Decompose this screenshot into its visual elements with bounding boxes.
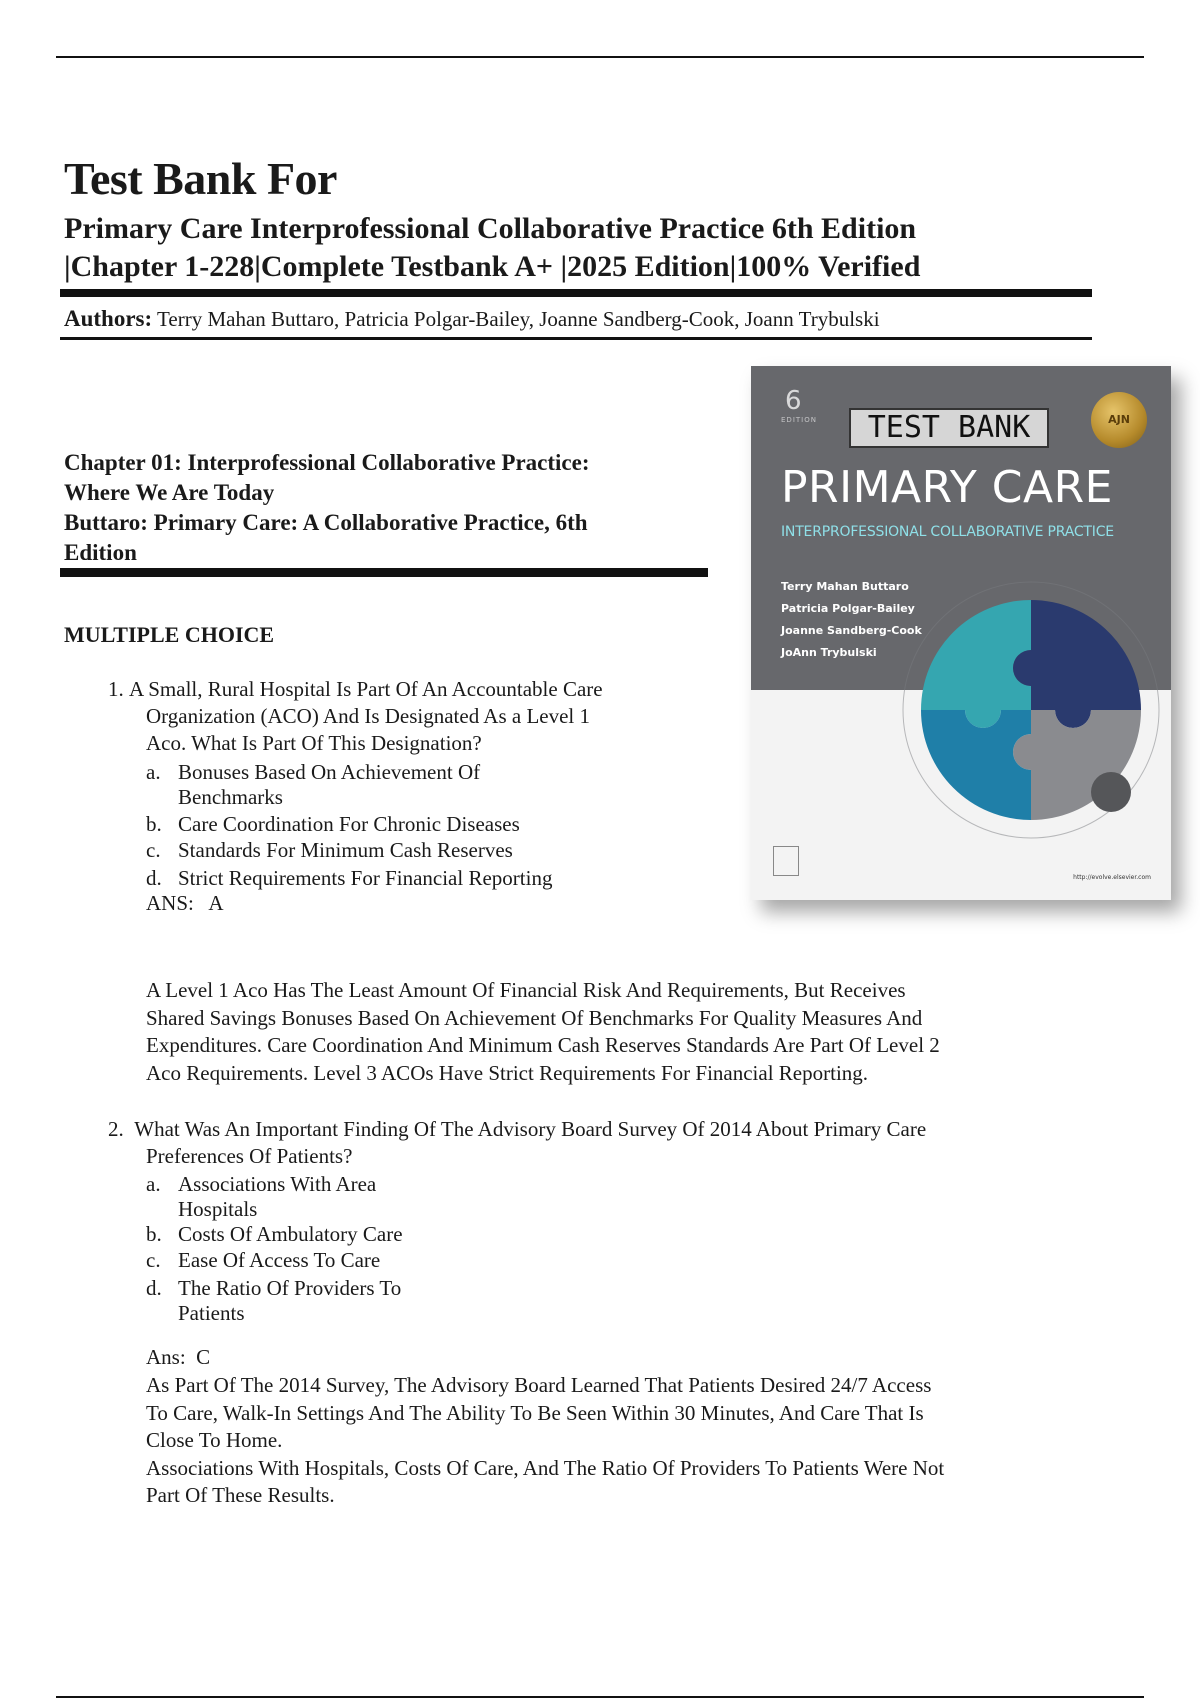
option-text: Costs Of Ambulatory Care (178, 1222, 403, 1246)
question-text-line: A Small, Rural Hospital Is Part Of An Accountable Care (129, 677, 603, 701)
answer-2: Ans: C (146, 1345, 211, 1369)
test-bank-stamp: TEST BANK (849, 408, 1049, 448)
rationale-line: Part Of These Results. (146, 1483, 335, 1507)
option-c (146, 838, 513, 863)
publisher-logo-icon (773, 846, 799, 876)
chapter-line-2: Where We Are Today (64, 480, 275, 505)
option-a (146, 760, 480, 810)
option-a (146, 1172, 376, 1222)
chapter-line-1: Chapter 01: Interprofessional Collaborative Practice: (64, 450, 590, 475)
rationale-line: A Level 1 Aco Has The Least Amount Of Financial Risk And Requirements, But Receives (146, 978, 906, 1002)
cover-url: http://evolve.elsevier.com (1073, 874, 1151, 881)
chapter-rule (60, 568, 708, 577)
cover-author: Patricia Polgar-Bailey (781, 602, 915, 615)
top-rule (56, 56, 1144, 58)
rationale-line: Close To Home. (146, 1428, 283, 1452)
authors-label: Authors: (64, 306, 153, 331)
cover-subtitle: INTERPROFESSIONAL COLLABORATIVE PRACTICE (781, 524, 1114, 540)
subtitle-line-2: |Chapter 1-228|Complete Testbank A+ |2025 Edition|100% Verified (64, 250, 921, 283)
option-text: Benchmarks (178, 785, 283, 809)
subtitle-rule (60, 289, 1092, 297)
option-letter: d. (146, 866, 162, 890)
option-letter: a. (146, 1172, 161, 1196)
option-text: Patients (178, 1301, 245, 1325)
cover-author: Terry Mahan Buttaro (781, 580, 909, 593)
cover-author: Joanne Sandberg-Cook (781, 624, 922, 637)
chapter-line-3: Buttaro: Primary Care: A Collaborative Practice, 6th (64, 510, 588, 535)
rationale-line: Associations With Hospitals, Costs Of Care, And The Ratio Of Providers To Patients Were Not (146, 1455, 945, 1480)
option-text: Hospitals (178, 1197, 258, 1221)
option-letter: a. (146, 760, 161, 784)
award-seal-icon: AJN (1091, 392, 1147, 448)
question-text-line: Organization (ACO) And Is Designated As a Level 1 (146, 704, 591, 728)
question-1 (108, 676, 603, 757)
cover-author: JoAnn Trybulski (781, 646, 877, 659)
rationale-line: Shared Savings Bonuses Based On Achievement Of Benchmarks For Quality Measures And (146, 1005, 923, 1030)
option-text: Ease Of Access To Care (178, 1248, 381, 1272)
option-text: Associations With Area (178, 1172, 377, 1196)
bottom-rule (56, 1696, 1144, 1698)
authors-line (64, 306, 880, 332)
cover-title: PRIMARY CARE (781, 462, 1113, 513)
question-text-line: What Was An Important Finding Of The Advisory Board Survey Of 2014 About Primary Care (134, 1117, 927, 1141)
edition-label: EDITION (781, 416, 817, 424)
option-text: Strict Requirements For Financial Reporting (178, 866, 553, 890)
option-d (146, 1276, 401, 1326)
option-b (146, 1222, 403, 1247)
option-text: The Ratio Of Providers To (178, 1276, 402, 1300)
option-text: Standards For Minimum Cash Reserves (178, 838, 513, 862)
document-subtitle (64, 210, 1104, 286)
puzzle-dot (1091, 772, 1131, 812)
subtitle-line-1: Primary Care Interprofessional Collaborative Practice 6th Edition (64, 212, 917, 245)
option-b (146, 812, 520, 837)
section-title: MULTIPLE CHOICE (64, 622, 275, 647)
option-c (146, 1248, 380, 1273)
rationale-line: To Care, Walk-In Settings And The Ability To Be Seen Within 30 Minutes, And Care That Is (146, 1400, 924, 1425)
question-number: 1. (108, 677, 124, 701)
question-number: 2. (108, 1117, 124, 1141)
option-letter: c. (146, 1248, 161, 1272)
option-letter: d. (146, 1276, 162, 1300)
puzzle-graphic-icon (901, 580, 1161, 840)
answer-1: ANS: A (146, 891, 224, 915)
authors-rule (60, 337, 1092, 340)
option-text: Bonuses Based On Achievement Of (178, 760, 481, 784)
chapter-line-4: Edition (64, 540, 137, 565)
question-text-line: Preferences Of Patients? (146, 1144, 353, 1168)
rationale-line: Aco Requirements. Level 3 ACOs Have Strict Requirements For Financial Reporting. (146, 1060, 869, 1085)
option-letter: c. (146, 838, 161, 862)
rationale-2 (146, 1372, 944, 1510)
option-d (146, 866, 552, 891)
question-text-line: Aco. What Is Part Of This Designation? (146, 731, 482, 755)
question-2 (108, 1116, 926, 1170)
authors-names: Terry Mahan Buttaro, Patricia Polgar-Bailey, Joanne Sandberg-Cook, Joann Trybulski (157, 307, 880, 331)
chapter-heading (64, 448, 704, 568)
option-text: Care Coordination For Chronic Diseases (178, 812, 520, 836)
rationale-line: Expenditures. Care Coordination And Minimum Cash Reserves Standards Are Part Of Level 2 (146, 1033, 940, 1057)
book-cover (751, 366, 1171, 900)
edition-number: 6 (785, 386, 802, 416)
option-letter: b. (146, 1222, 162, 1246)
option-letter: b. (146, 812, 162, 836)
rationale-1 (146, 977, 940, 1087)
page-title: Test Bank For (64, 153, 337, 204)
rationale-line: As Part Of The 2014 Survey, The Advisory Board Learned That Patients Desired 24/7 Access (146, 1373, 932, 1397)
